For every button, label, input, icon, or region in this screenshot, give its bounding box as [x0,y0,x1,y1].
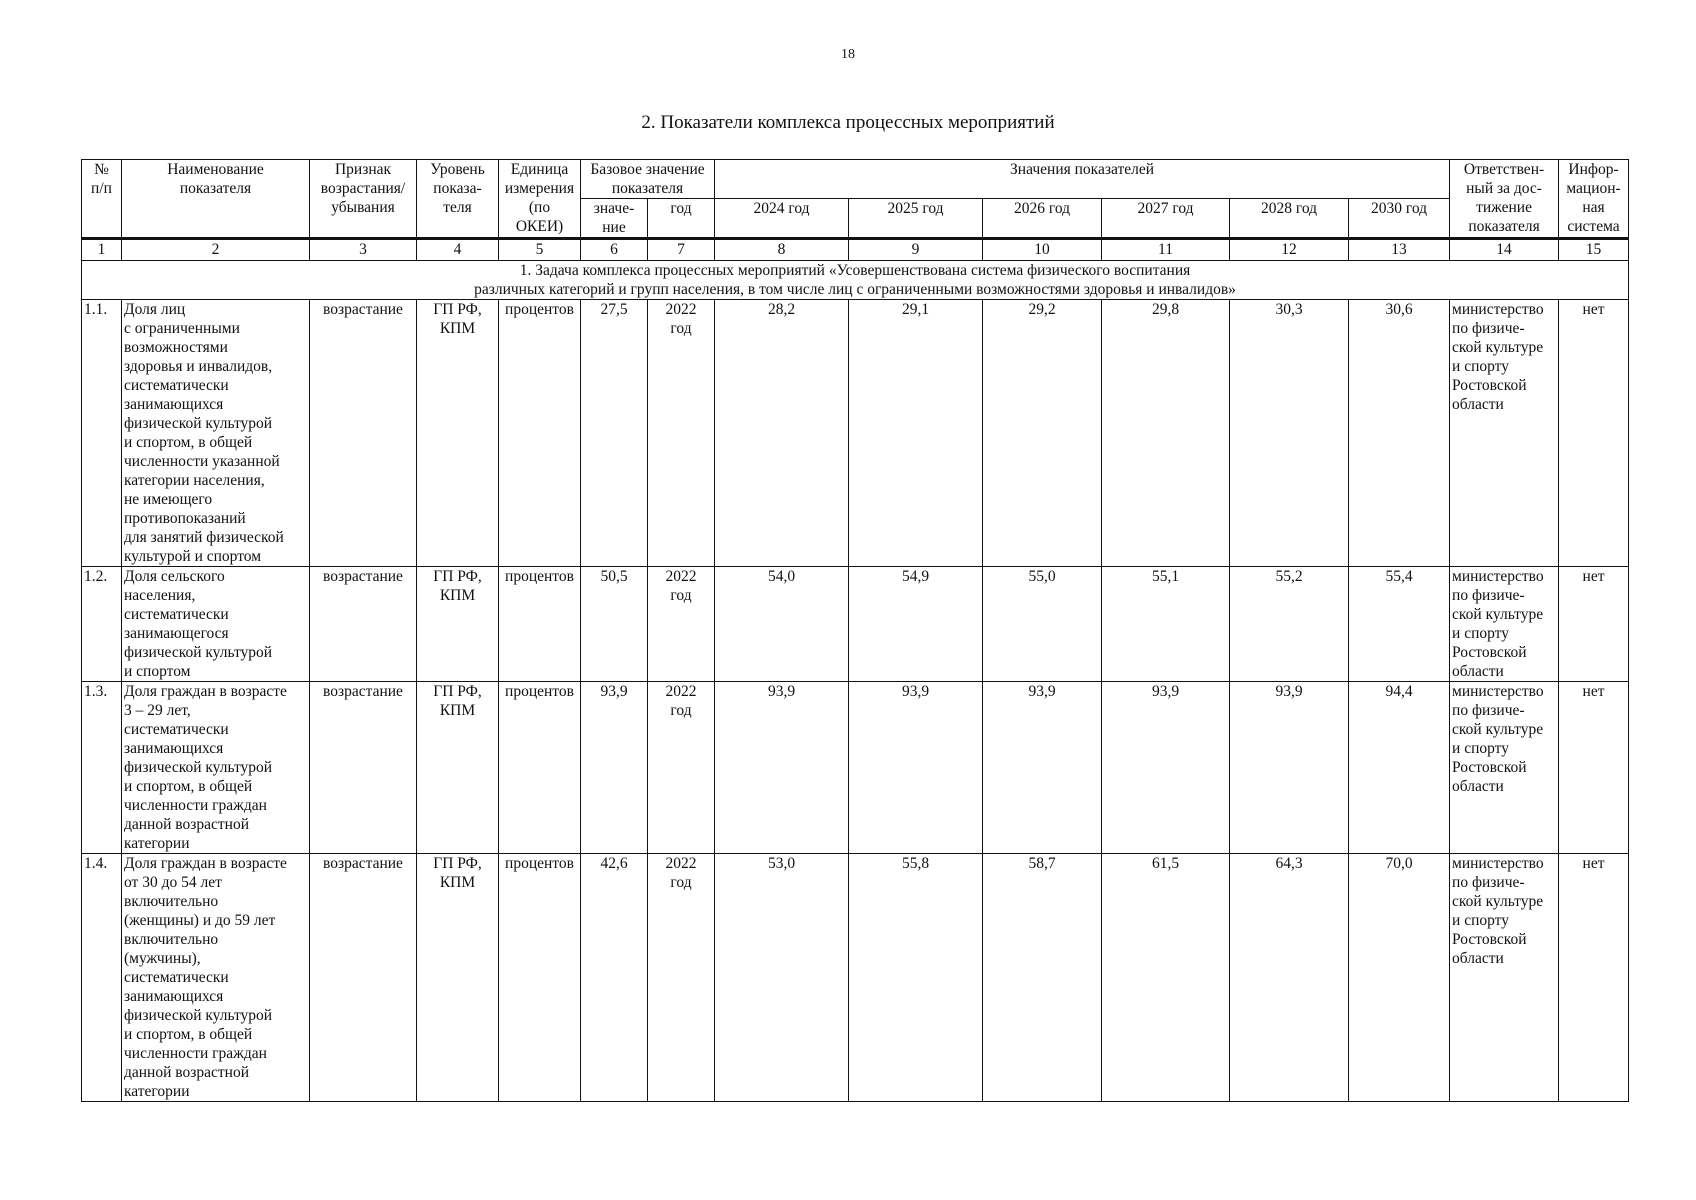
row-responsible: министерство по физиче- ской культуре и спорту Ростовской области [1450,567,1559,682]
header-unit: Единица измерения (по ОКЕИ) [499,160,581,239]
header-base-year: год [648,199,715,239]
row-value-2027: 29,8 [1102,300,1230,567]
column-number: 6 [581,239,648,261]
column-number: 5 [499,239,581,261]
row-value-2027: 61,5 [1102,854,1230,1102]
row-num: 1.4. [82,854,122,1102]
row-value-2030: 55,4 [1349,567,1450,682]
column-number: 15 [1559,239,1629,261]
page-number: 18 [841,47,855,62]
row-info-system: нет [1559,854,1629,1102]
column-number-row [82,239,1629,261]
row-sign: возрастание [310,567,417,682]
row-responsible: министерство по физиче- ской культуре и спорту Ростовской области [1450,300,1559,567]
row-sign: возрастание [310,300,417,567]
header-year-2028: 2028 год [1230,199,1349,239]
row-value-2025: 55,8 [849,854,983,1102]
header-year-2027: 2027 год [1102,199,1230,239]
row-value-2024: 28,2 [715,300,849,567]
task-title: 1. Задача комплекса процессных мероприятий «Усовершенствована система физического воспитания различных категорий и групп населения, в том числе лиц с ограниченными возможностями здоровья и инвалидов» [82,261,1629,300]
row-value-2028: 55,2 [1230,567,1349,682]
row-value-2026: 93,9 [983,682,1102,854]
row-level: ГП РФ, КПМ [417,854,499,1102]
row-info-system: нет [1559,300,1629,567]
row-base-year: 2022 год [648,567,715,682]
section-title: 2. Показатели комплекса процессных мероприятий [641,112,1055,133]
table-row [82,682,1629,854]
table-row [82,300,1629,567]
row-sign: возрастание [310,682,417,854]
header-base-group: Базовое значение показателя [581,160,715,199]
column-number: 14 [1450,239,1559,261]
header-year-2024: 2024 год [715,199,849,239]
indicators-table [81,159,1629,1102]
row-value-2025: 93,9 [849,682,983,854]
row-name: Доля граждан в возрасте 3 – 29 лет, систематически занимающихся физической культурой и спортом, в общей численности граждан данной возрастной категории [122,682,310,854]
header-row-1 [82,160,1629,199]
row-num: 1.2. [82,567,122,682]
table-row [82,567,1629,682]
column-number: 3 [310,239,417,261]
row-value-2027: 55,1 [1102,567,1230,682]
row-responsible: министерство по физиче- ской культуре и спорту Ростовской области [1450,682,1559,854]
row-unit: процентов [499,567,581,682]
row-value-2030: 30,6 [1349,300,1450,567]
column-number: 8 [715,239,849,261]
row-base-value: 27,5 [581,300,648,567]
row-base-year: 2022 год [648,682,715,854]
row-info-system: нет [1559,567,1629,682]
row-base-year: 2022 год [648,854,715,1102]
header-sign: Признак возрастания/ убывания [310,160,417,239]
header-year-2030: 2030 год [1349,199,1450,239]
row-value-2028: 64,3 [1230,854,1349,1102]
row-value-2025: 54,9 [849,567,983,682]
row-sign: возрастание [310,854,417,1102]
row-value-2024: 54,0 [715,567,849,682]
header-name: Наименование показателя [122,160,310,239]
row-value-2027: 93,9 [1102,682,1230,854]
row-value-2025: 29,1 [849,300,983,567]
row-unit: процентов [499,682,581,854]
column-number: 10 [983,239,1102,261]
row-base-year: 2022 год [648,300,715,567]
row-unit: процентов [499,854,581,1102]
header-year-2025: 2025 год [849,199,983,239]
row-base-value: 42,6 [581,854,648,1102]
row-value-2026: 55,0 [983,567,1102,682]
row-value-2024: 93,9 [715,682,849,854]
header-num: № п/п [82,160,122,239]
task-row [82,261,1629,300]
row-value-2026: 29,2 [983,300,1102,567]
row-info-system: нет [1559,682,1629,854]
row-responsible: министерство по физиче- ской культуре и спорту Ростовской области [1450,854,1559,1102]
column-number: 12 [1230,239,1349,261]
row-value-2030: 70,0 [1349,854,1450,1102]
table-row [82,854,1629,1102]
row-unit: процентов [499,300,581,567]
column-number: 11 [1102,239,1230,261]
row-value-2026: 58,7 [983,854,1102,1102]
column-number: 4 [417,239,499,261]
row-name: Доля граждан в возрасте от 30 до 54 лет включительно (женщины) и до 59 лет включительно (мужчины), систематически занимающихся физической культурой и спортом, в общей численности граждан данной возрастной категории [122,854,310,1102]
row-num: 1.1. [82,300,122,567]
row-name: Доля сельского населения, систематически занимающегося физической культурой и спортом [122,567,310,682]
column-number: 13 [1349,239,1450,261]
row-name: Доля лиц с ограниченными возможностями здоровья и инвалидов, систематически занимающихся физической культурой и спортом, в общей численности указанной категории населения, не имеющего противопоказаний для занятий физической культурой и спортом [122,300,310,567]
column-number: 7 [648,239,715,261]
row-num: 1.3. [82,682,122,854]
row-value-2024: 53,0 [715,854,849,1102]
column-number: 1 [82,239,122,261]
row-level: ГП РФ, КПМ [417,567,499,682]
header-year-2026: 2026 год [983,199,1102,239]
header-level: Уровень показа- теля [417,160,499,239]
row-value-2028: 93,9 [1230,682,1349,854]
header-responsible: Ответствен- ный за дос- тижение показателя [1450,160,1559,239]
row-level: ГП РФ, КПМ [417,300,499,567]
header-info-system: Инфор- мацион- ная система [1559,160,1629,239]
column-number: 2 [122,239,310,261]
row-level: ГП РФ, КПМ [417,682,499,854]
row-value-2028: 30,3 [1230,300,1349,567]
row-base-value: 50,5 [581,567,648,682]
row-base-value: 93,9 [581,682,648,854]
header-base-value: значе- ние [581,199,648,239]
row-value-2030: 94,4 [1349,682,1450,854]
column-number: 9 [849,239,983,261]
header-values-group: Значения показателей [715,160,1450,199]
